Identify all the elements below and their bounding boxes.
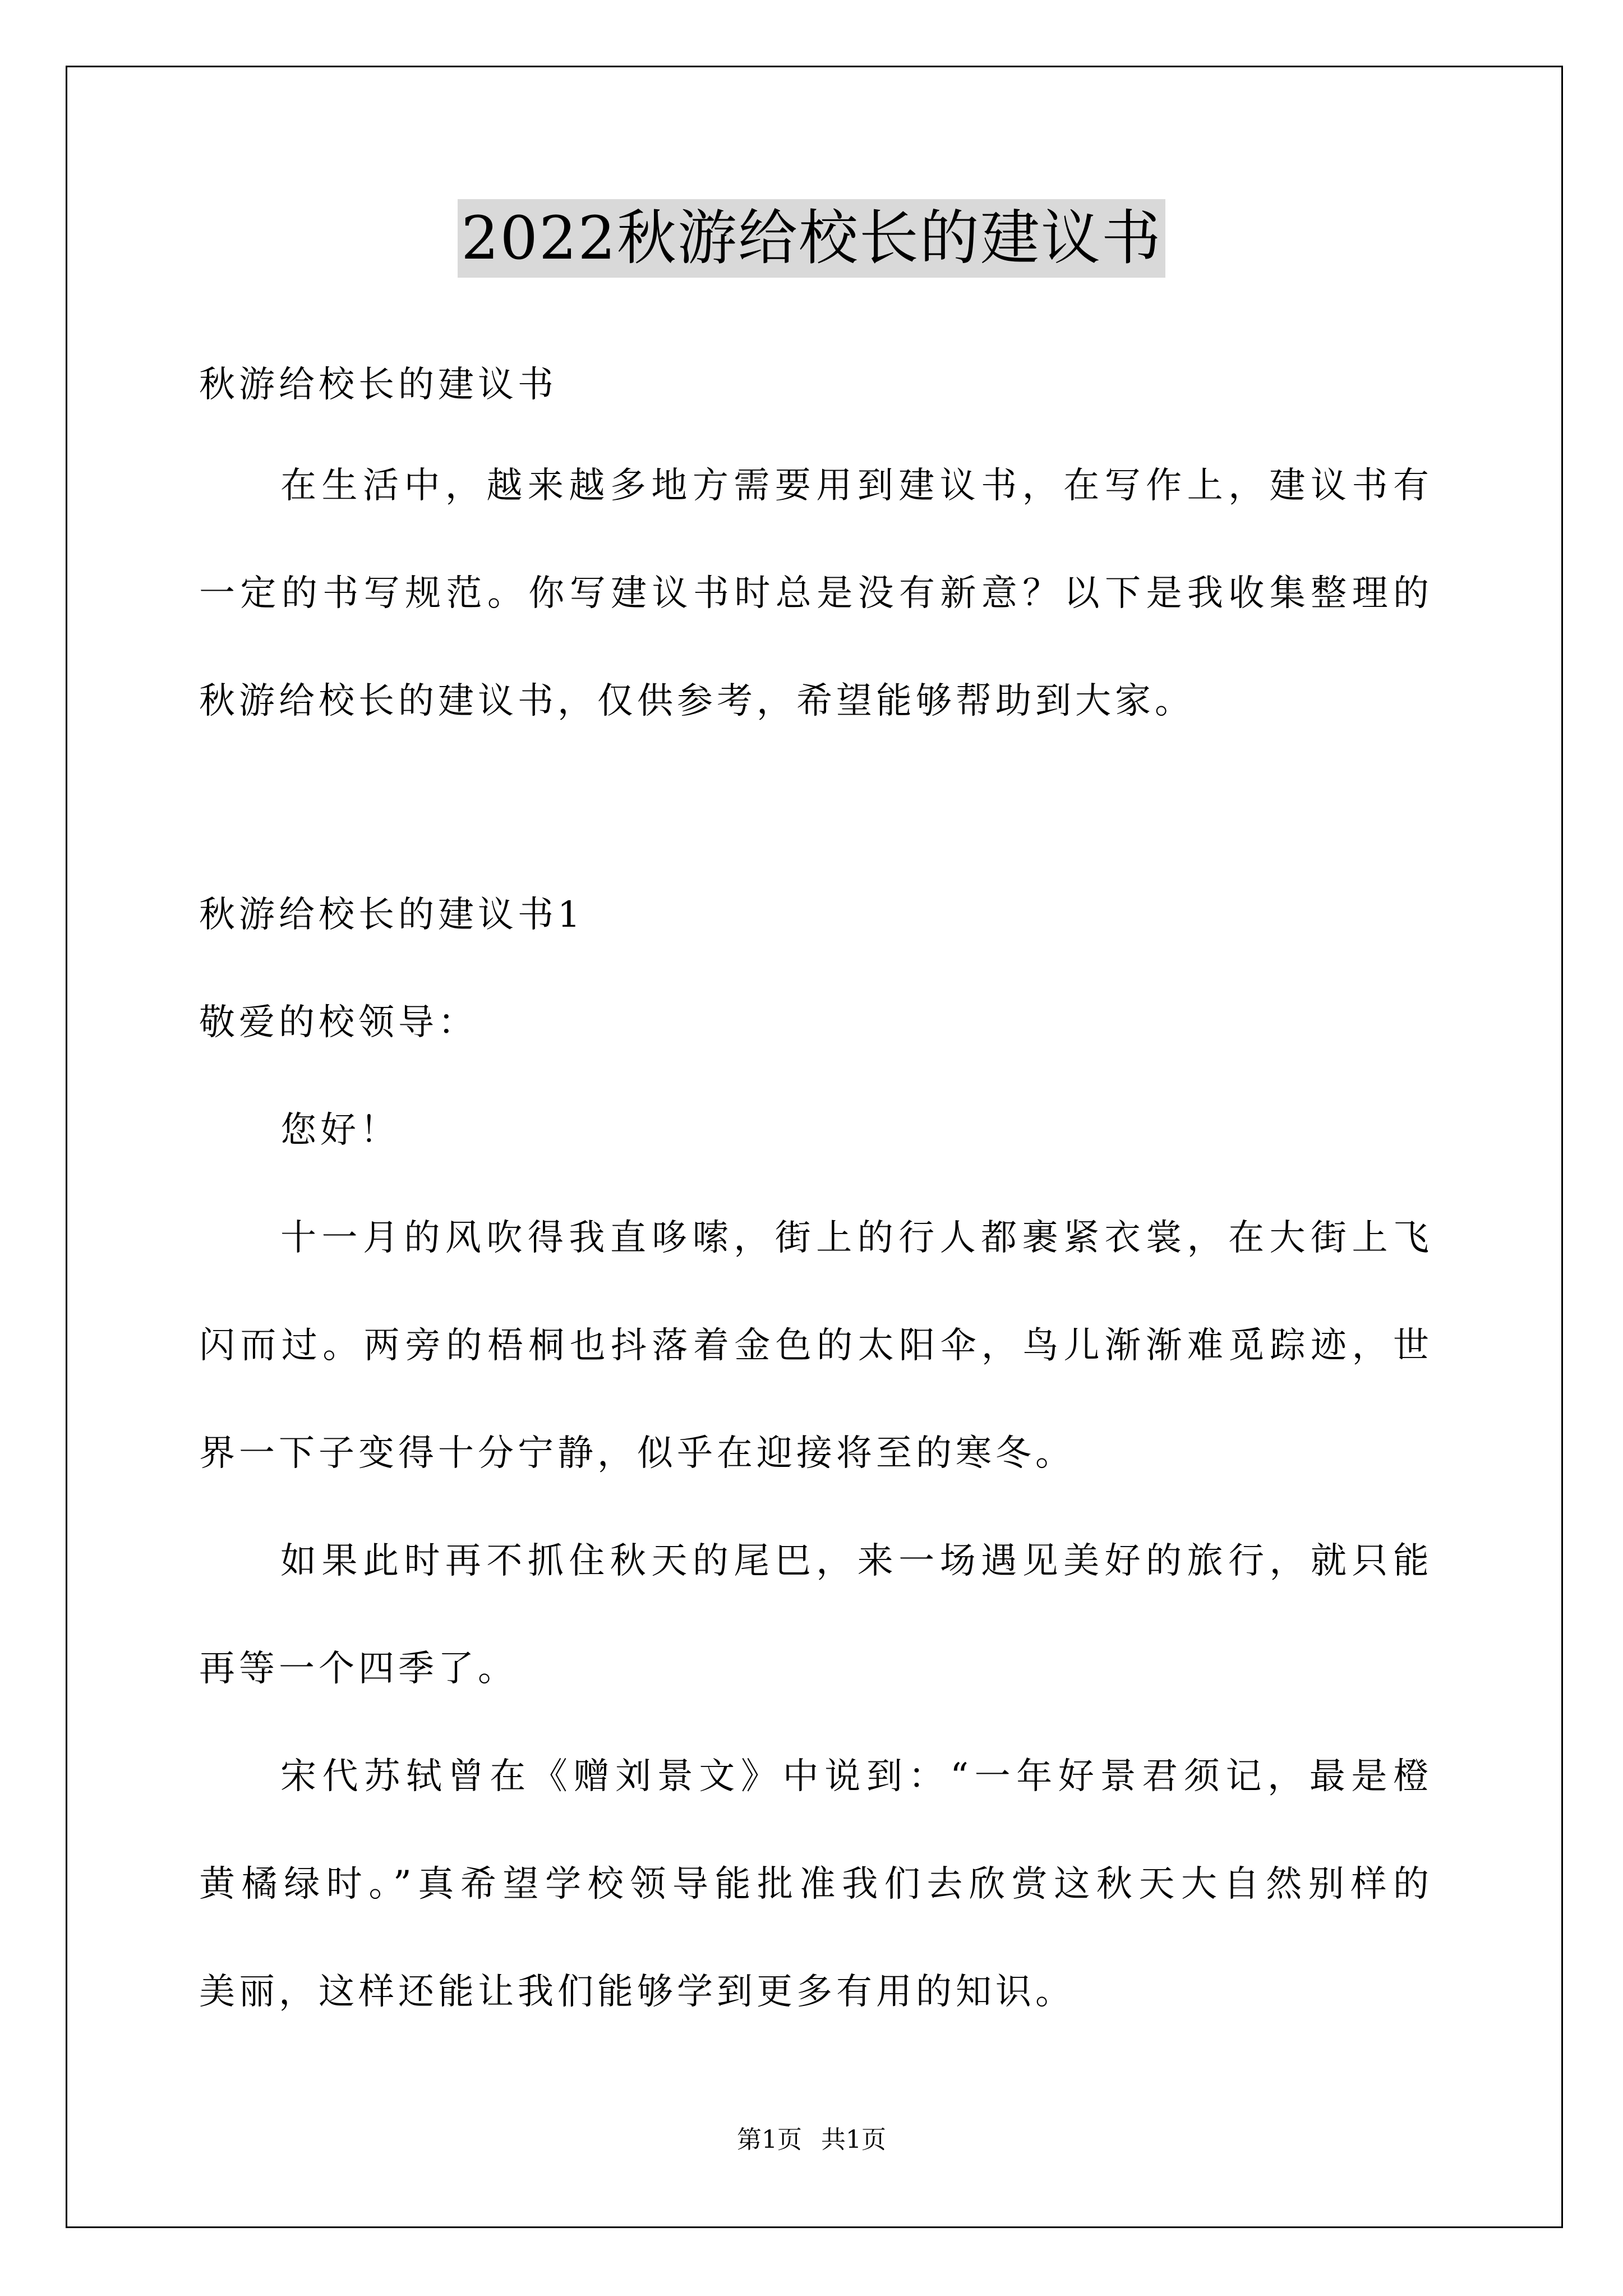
- para3-line-2: 黄橘绿时。”真希望学校领导能批准我们去欣赏这秋天大自然别样的: [199, 1864, 1433, 1905]
- page-total: 共1页: [821, 2125, 886, 2154]
- intro-line-2: 一定的书写规范。你写建议书时总是没有新意？以下是我收集整理的: [199, 573, 1433, 614]
- document-title: 2022秋游给校长的建议书: [458, 199, 1165, 278]
- para1-line-3: 界一下子变得十分宁静，似乎在迎接将至的寒冬。: [199, 1433, 1075, 1474]
- para1-line-2: 闪而过。两旁的梧桐也抖落着金色的太阳伞，鸟儿渐渐难觅踪迹，世: [199, 1325, 1433, 1366]
- section-heading: 秋游给校长的建议书1: [199, 894, 584, 936]
- page-footer: [0, 2123, 1623, 2157]
- intro-line-3: 秋游给校长的建议书，仅供参考，希望能够帮助到大家。: [199, 680, 1195, 722]
- para1-line-1: 十一月的风吹得我直哆嗦，街上的行人都裹紧衣裳，在大街上飞: [280, 1217, 1433, 1259]
- document-subtitle: 秋游给校长的建议书: [199, 364, 557, 406]
- salutation: 敬爱的校领导：: [199, 1002, 478, 1043]
- title-container: [0, 199, 1623, 278]
- para2-line-2: 再等一个四季了。: [199, 1648, 518, 1690]
- intro-line-1: 在生活中，越来越多地方需要用到建议书，在写作上，建议书有: [280, 465, 1433, 507]
- para2-line-1: 如果此时再不抓住秋天的尾巴，来一场遇见美好的旅行，就只能: [280, 1540, 1433, 1582]
- para3-line-1: 宋代苏轼曾在《赠刘景文》中说到：“一年好景君须记，最是橙: [280, 1756, 1433, 1797]
- para3-line-3: 美丽，这样还能让我们能够学到更多有用的知识。: [199, 1971, 1075, 2013]
- greeting: 您好！: [280, 1110, 400, 1151]
- page-number: 第1页: [737, 2125, 802, 2154]
